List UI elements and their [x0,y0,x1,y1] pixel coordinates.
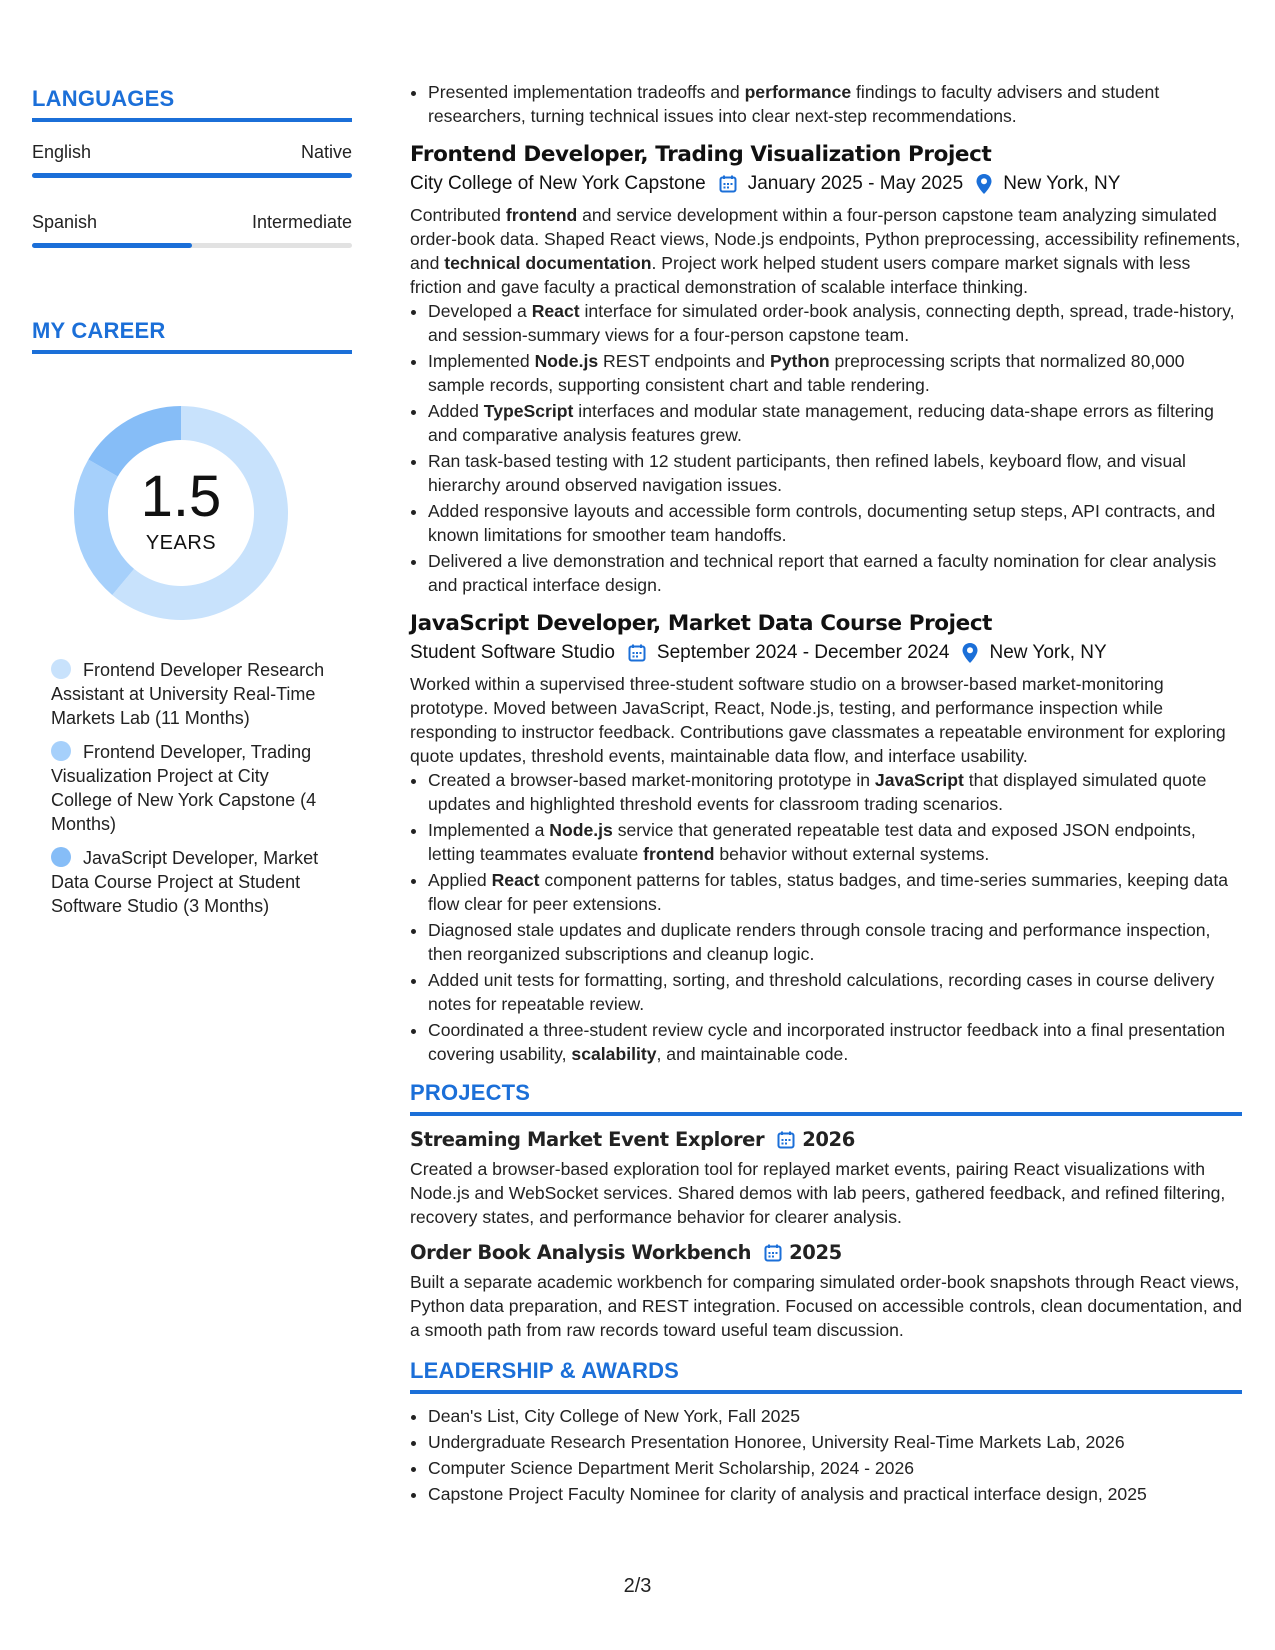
career-heading: MY CAREER [32,318,352,354]
leadership-list [410,1404,1242,1506]
experience-bullet: • Ran task-based testing with 12 student participants, then refined labels, keyboard flow, and visual hierarchy around observed navigation issues. [428,449,1242,497]
language-level-fill [32,173,352,178]
calendar-icon [776,1130,796,1150]
project-name: Streaming Market Event Explorer [410,1128,765,1151]
project-entry [410,1128,1242,1229]
experience-bullet: • Presented implementation tradeoffs and performance findings to faculty advisers and student researchers, turning technical issues into clear next-step recommendations. [428,80,1242,128]
calendar-icon [763,1243,783,1263]
job-organization: City College of New York Capstone [410,173,706,194]
language-level: Intermediate [251,212,352,232]
job-bullets [410,768,1242,1066]
project-description: Built a separate academic workbench for comparing simulated order-book snapshots through React views, Python data preparation, and REST integration. Focused on accessible controls, clean documentation, and a smooth path from raw records toward useful team discussion. [410,1272,1242,1340]
project-name: Order Book Analysis Workbench [410,1241,752,1264]
experience-bullet: • Implemented a Node.js service that generated repeatable test data and exposed JSON endpoints, letting teammates evaluate frontend behavior without external systems. [428,818,1242,866]
experience-bullet: • Developed a React interface for simulated order-book analysis, connecting depth, spread, trade-history, and session-summary views for a four-person capstone team. [428,299,1242,347]
experience-bullet: • Created a browser-based market-monitoring prototype in JavaScript that displayed simulated quote updates and highlighted threshold events for classroom trading scenarios. [428,768,1242,816]
experience-entry [410,611,1242,1066]
map-pin-icon [975,173,993,195]
career-legend-item [51,658,331,730]
legend-dot [51,659,71,679]
languages-heading: LANGUAGES [32,86,352,122]
job-meta [410,173,1242,195]
language-name: English [32,142,92,162]
experience-entry [410,142,1242,597]
career-legend-item [51,740,331,836]
job-location: New York, NY [989,642,1107,663]
sidebar [32,86,352,928]
language-item [32,212,352,248]
legend-dot [51,741,71,761]
career-legend-label: Frontend Developer Research Assistant at University Real-Time Markets Lab (11 Months) [51,660,325,728]
experience-bullet: • Added responsive layouts and accessible form controls, documenting setup steps, API contracts, and known limitations for smoother team handoffs. [428,499,1242,547]
award-item: • Capstone Project Faculty Nominee for clarity of analysis and practical interface design, 2025 [428,1482,1242,1506]
career-total-unit: YEARS [145,531,217,554]
job-location: New York, NY [1003,173,1121,194]
calendar-icon [627,643,647,663]
leadership-heading: LEADERSHIP & AWARDS [410,1358,1242,1394]
project-year: 2026 [802,1128,855,1151]
job-dates: January 2025 - May 2025 [747,173,964,194]
job-meta [410,642,1242,664]
language-level-bar [32,173,352,178]
experience-bullet: • Delivered a live demonstration and technical report that earned a faculty nomination for clear analysis and practical interface design. [428,549,1242,597]
project-entry [410,1241,1242,1342]
experience-bullet: • Applied React component patterns for tables, status badges, and time-series summaries, keeping data flow clear for peer extensions. [428,868,1242,916]
legend-dot [51,847,71,867]
job-title: JavaScript Developer, Market Data Course Project [410,611,993,636]
language-name: Spanish [32,212,98,232]
job-description: Worked within a supervised three-student software studio on a browser-based market-monitoring prototype. Moved between JavaScript, React, Node.js, testing, and performance inspection while responding to instructor feedback. Contributions gave classmates a repeatable environment for exploring quote updates, threshold events, maintainable data flow, and interface usability. [410,674,1226,766]
language-level-fill [32,243,192,248]
experience-bullet: • Coordinated a three-student review cycle and incorporated instructor feedback into a final presentation covering usability, scalability, and maintainable code. [428,1018,1242,1066]
project-year: 2025 [789,1241,842,1264]
language-item [32,142,352,178]
carryover-bullets [410,80,1242,128]
experience-bullet: • Diagnosed stale updates and duplicate renders through console tracing and performance inspection, then reorganized subscriptions and cleanup logic. [428,918,1242,966]
job-description: Contributed frontend and service development within a four-person capstone team analyzing simulated order-book data. Shaped React views, Node.js endpoints, Python preprocessing, accessibility refinements, and technical documentation. Project work helped student users compare market signals with less friction and gave faculty a practical demonstration of scalable interface thinking. [410,205,1241,297]
experience-bullet: • Added unit tests for formatting, sorting, and threshold calculations, recording cases in course delivery notes for repeatable review. [428,968,1242,1016]
projects-heading: PROJECTS [410,1080,1242,1116]
project-description: Created a browser-based exploration tool for replayed market events, pairing React visualizations with Node.js and WebSocket services. Shared demos with lab peers, gathered feedback, and refined filtering, recovery states, and performance behavior for clearer analysis. [410,1159,1226,1227]
career-legend-label: JavaScript Developer, Market Data Course Project at Student Software Studio (3 Months) [51,848,319,916]
page-number: 2/3 [623,1575,652,1597]
calendar-icon [718,174,738,194]
job-organization: Student Software Studio [410,642,615,663]
job-bullets [410,299,1242,597]
career-legend-label: Frontend Developer, Trading Visualization Project at City College of New York Capstone (4 Months) [51,742,317,834]
job-dates: September 2024 - December 2024 [656,642,950,663]
projects-section [410,1080,1242,1342]
award-item: • Dean's List, City College of New York, Fall 2025 [428,1404,1242,1428]
award-item: • Undergraduate Research Presentation Honoree, University Real-Time Markets Lab, 2026 [428,1430,1242,1454]
map-pin-icon [961,642,979,664]
main-column [410,80,1242,1508]
leadership-section [410,1358,1242,1506]
experience-bullet: • Implemented Node.js REST endpoints and Python preprocessing scripts that normalized 80,000 sample records, supporting consistent chart and table rendering. [428,349,1242,397]
career-legend [32,658,331,918]
experience-bullet: • Added TypeScript interfaces and modular state management, reducing data-shape errors as filtering and comparative analysis features grew. [428,399,1242,447]
language-level: Native [300,142,352,162]
language-level-bar [32,243,352,248]
award-item: • Computer Science Department Merit Scholarship, 2024 - 2026 [428,1456,1242,1480]
career-legend-item [51,846,331,918]
career-total-value: 1.5 [140,463,222,529]
career-donut-chart [66,398,296,628]
job-title: Frontend Developer, Trading Visualization Project [410,142,992,167]
